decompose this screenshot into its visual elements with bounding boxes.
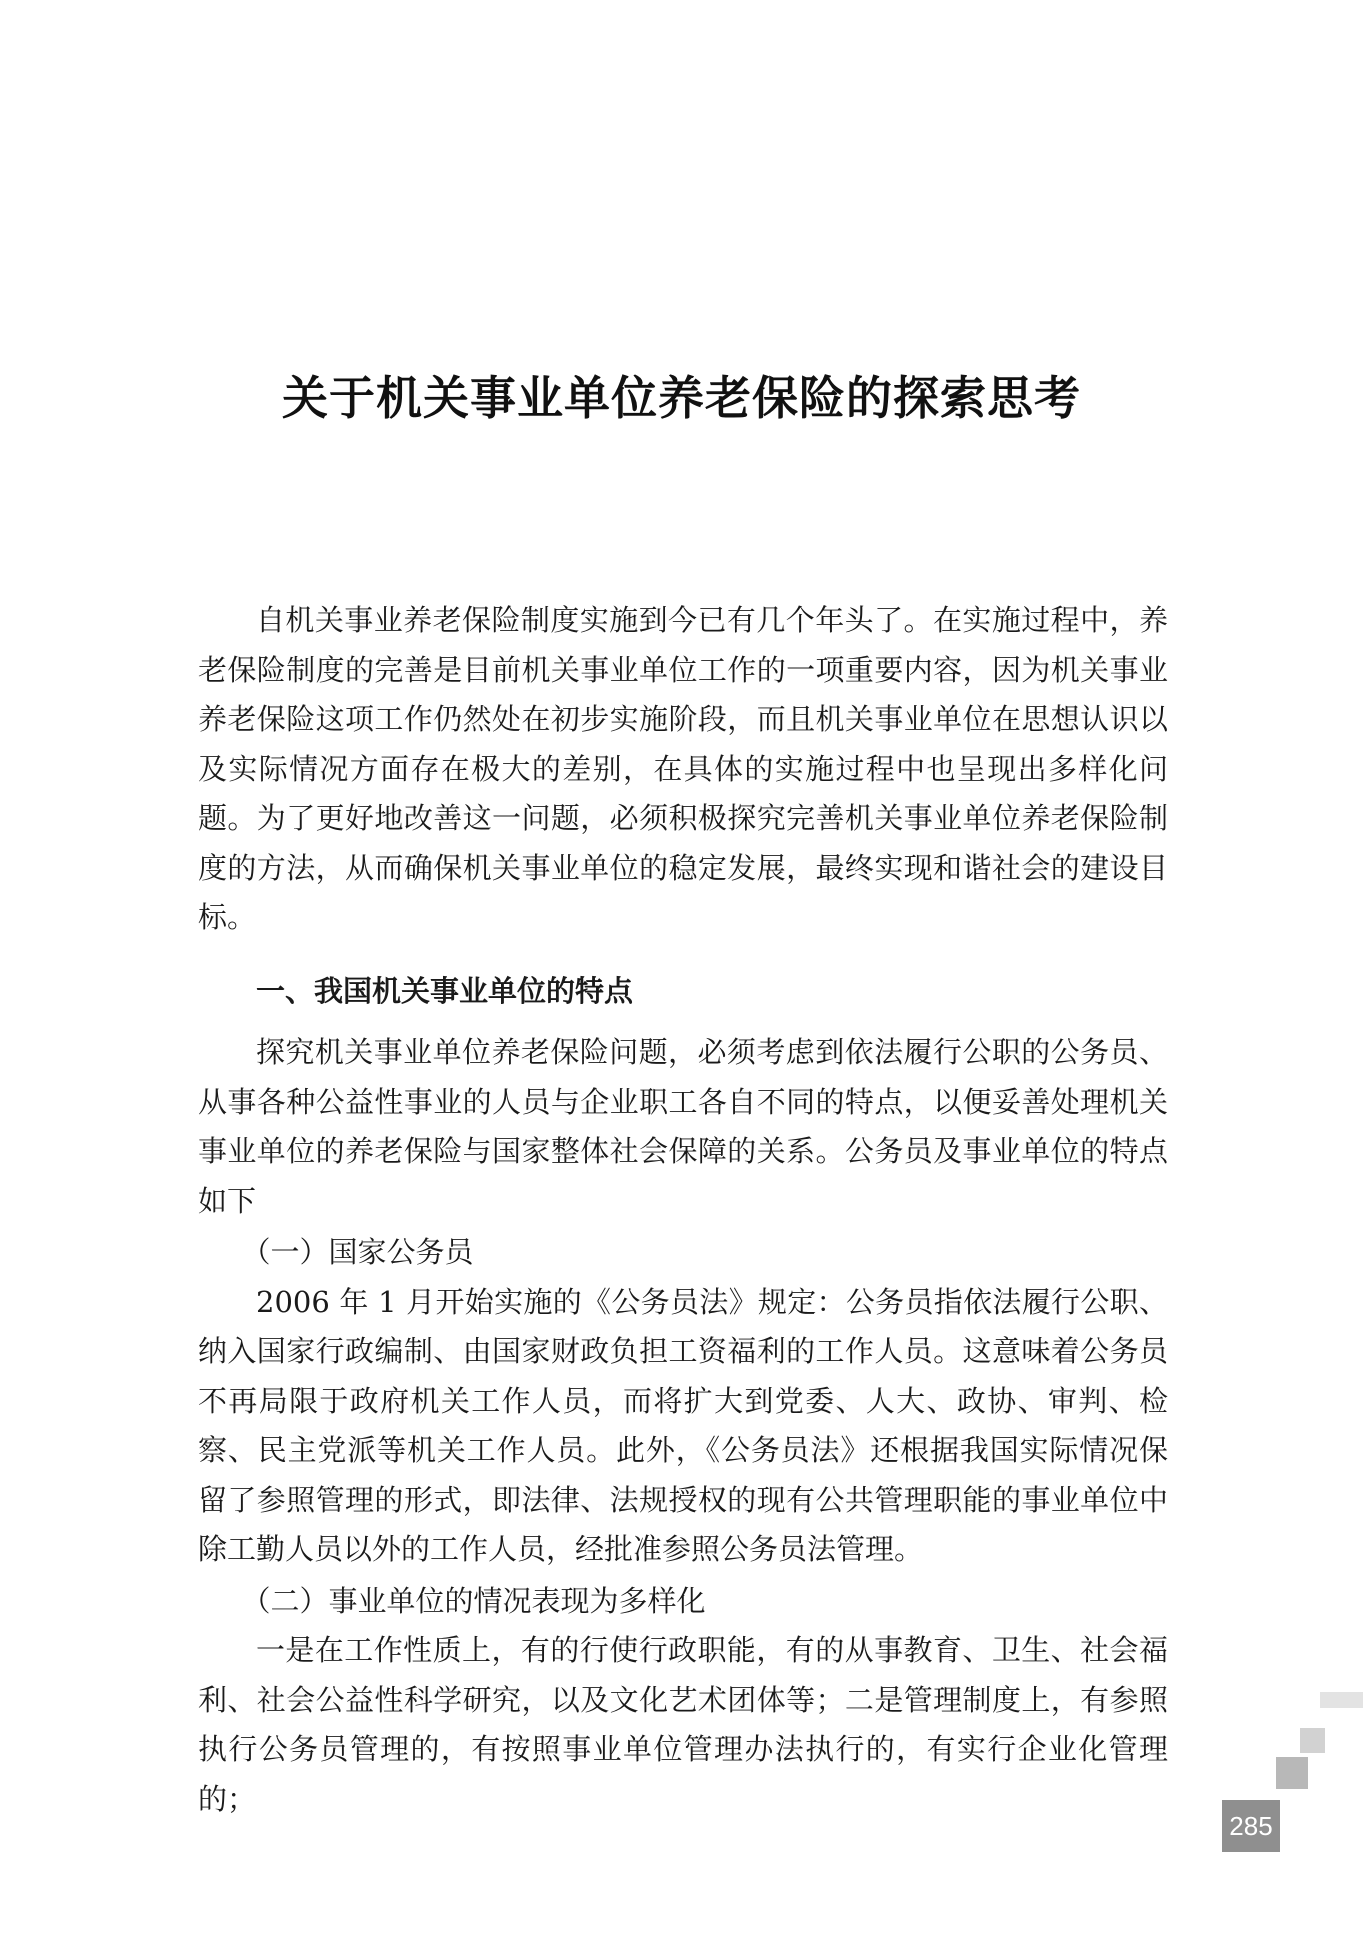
subsection-heading-civil-servants: （一）国家公务员 xyxy=(241,1235,474,1269)
article-body xyxy=(198,596,1168,1824)
page-title: 关于机关事业单位养老保险的探索思考 xyxy=(282,371,1081,425)
subsection-heading-public-institutions: （二）事业单位的情况表现为多样化 xyxy=(241,1583,706,1618)
decorative-square xyxy=(1300,1728,1325,1753)
decorative-square xyxy=(1320,1692,1363,1708)
subsection-paragraph-public-institutions: 一是在工作性质上，有的行使行政职能，有的从事教育、卫生、社会福利、社会公益性科学研究，以及文化艺术团体等；二是管理制度上，有参照执行公务员管理的，有按照事业单位管理办法执行的，有实行企业化管理的； xyxy=(198,1633,1168,1816)
intro-paragraph: 自机关事业养老保险制度实施到今已有几个年头了。在实施过程中，养老保险制度的完善是目前机关事业单位工作的一项重要内容，因为机关事业养老保险这项工作仍然处在初步实施阶段，而且机关事业单位在思想认识以及实际情况方面存在极大的差别，在具体的实施过程中也呈现出多样化问题。为了更好地改善这一问题，必须积极探究完善机关事业单位养老保险制度的方法，从而确保机关事业单位的稳定发展，最终实现和谐社会的建设目标。 xyxy=(198,603,1168,934)
section-paragraph: 探究机关事业单位养老保险问题，必须考虑到依法履行公职的公务员、从事各种公益性事业的人员与企业职工各自不同的特点，以便妥善处理机关事业单位的养老保险与国家整体社会保障的关系。公务员及事业单位的特点如下 xyxy=(198,1035,1168,1218)
page-number: 285 xyxy=(1222,1800,1280,1852)
section-heading: 一、我国机关事业单位的特点 xyxy=(256,973,634,1008)
subsection-paragraph-civil-servants: 2006 年 1 月开始实施的《公务员法》规定：公务员指依法履行公职、纳入国家行政编制、由国家财政负担工资福利的工作人员。这意味着公务员不再局限于政府机关工作人员，而将扩大到党委、人大、政协、审判、检察、民主党派等机关工作人员。此外，《公务员法》还根据我国实际情况保留了参照管理的形式，即法律、法规授权的现有公共管理职能的事业单位中除工勤人员以外的工作人员，经批准参照公务员法管理。 xyxy=(198,1284,1168,1566)
decorative-square xyxy=(1276,1757,1308,1789)
